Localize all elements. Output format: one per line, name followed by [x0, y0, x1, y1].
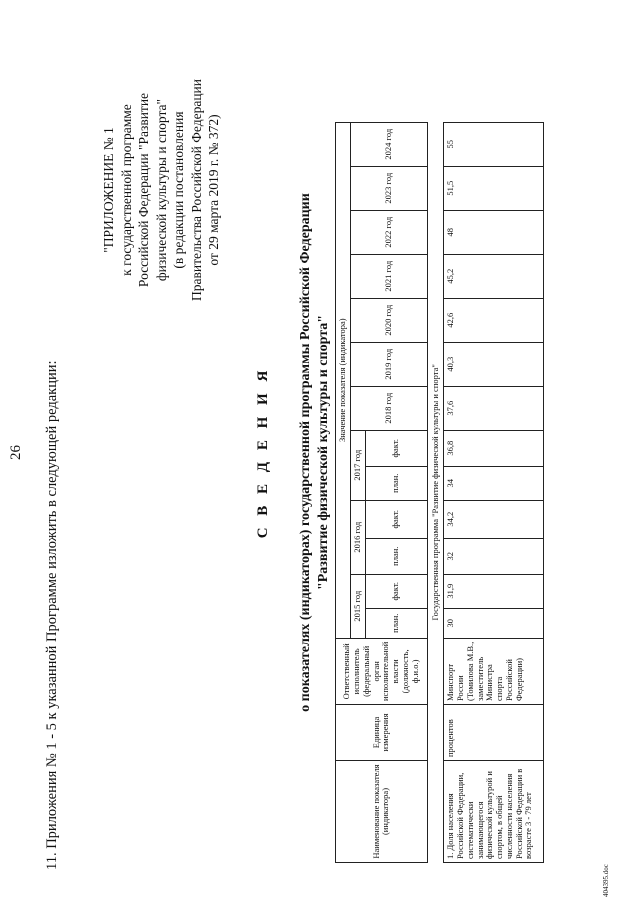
value-cell: 45,2: [444, 254, 544, 298]
value-cell: 40,3: [444, 342, 544, 386]
header-year: 2021 год: [350, 254, 427, 298]
header-year: 2023 год: [350, 166, 427, 210]
file-footer: 404395.doc: [602, 864, 610, 897]
value-cell: 48: [444, 210, 544, 254]
header-year: 2024 год: [350, 122, 427, 166]
value-cell: 34,2: [444, 500, 544, 538]
value-cell: 31,9: [444, 574, 544, 608]
header-year: 2017 год: [350, 430, 365, 500]
header-plan: план.: [365, 538, 427, 574]
appendix-header: [100, 25, 223, 355]
appendix-line: "ПРИЛОЖЕНИЕ № 1: [101, 127, 116, 253]
program-row: Государственная программа "Развитие физической культуры и спорта": [429, 364, 440, 621]
value-cell: 51,5: [444, 166, 544, 210]
indicator-name-cell: [444, 761, 544, 863]
indicator-name: Доля населения Российской Федерации, систематически занимающегося физической культурой и спортом, в общей численности населения Российской Федерации в возрасте 3 - 79 лет: [445, 768, 534, 859]
value-cell: 42,6: [444, 298, 544, 342]
appendix-line: (в редакции постановления: [171, 111, 187, 269]
header-year: 2020 год: [350, 298, 427, 342]
page-number: 26: [8, 445, 24, 460]
appendix-line: Правительства Российской Федерации: [188, 79, 204, 301]
value-cell: 32: [444, 538, 544, 574]
header-fact: факт.: [365, 430, 427, 466]
table-row: [444, 122, 544, 862]
value-cell: 34: [444, 466, 544, 500]
value-cell: 55: [444, 122, 544, 166]
header-fact: факт.: [365, 574, 427, 608]
header-year: 2022 год: [350, 210, 427, 254]
header-indicator-name: Наименование показателя (индикатора): [336, 761, 428, 863]
header-year: 2019 год: [350, 342, 427, 386]
header-year: 2016 год: [350, 500, 365, 574]
row-number: 1.: [445, 852, 456, 859]
value-cell: 30: [444, 608, 544, 638]
header-plan: план.: [365, 608, 427, 638]
appendix-line: физической культуры и спорта": [153, 98, 169, 282]
intro-line: 11. Приложения № 1 - 5 к указанной Программе изложить в следующей редакции:: [44, 360, 60, 870]
appendix-line: от 29 марта 2019 г. № 372): [206, 114, 222, 266]
header-responsible: Ответственный исполнитель (федеральный орган исполнительной власти (должность, ф.и.о.): [336, 638, 428, 704]
subtitle-line: "Развитие физической культуры и спорта": [315, 314, 331, 591]
value-cell: 37,6: [444, 386, 544, 430]
indicators-table: [335, 122, 544, 863]
header-year: 2018 год: [350, 386, 427, 430]
document-subtitle: [297, 0, 332, 905]
document-title: С В Е Д Е Н И Я: [255, 366, 271, 539]
header-unit: Единица измерения: [336, 705, 428, 761]
header-fact: факт.: [365, 500, 427, 538]
appendix-line: Российской Федерации "Развитие: [136, 92, 152, 288]
unit-cell: процентов: [444, 705, 544, 761]
header-values: Значение показателя (индикатора): [336, 122, 351, 638]
header-year: 2015 год: [350, 574, 365, 638]
responsible-cell: Минспорт России (Томилова М.В., заместитель Министра спорта Российской Федерации): [444, 638, 544, 704]
subtitle-line: о показателях (индикаторах) государственной программы Российской Федерации: [298, 193, 313, 712]
value-cell: 36,8: [444, 430, 544, 466]
header-plan: план.: [365, 466, 427, 500]
appendix-line: к государственной программе: [118, 104, 134, 276]
